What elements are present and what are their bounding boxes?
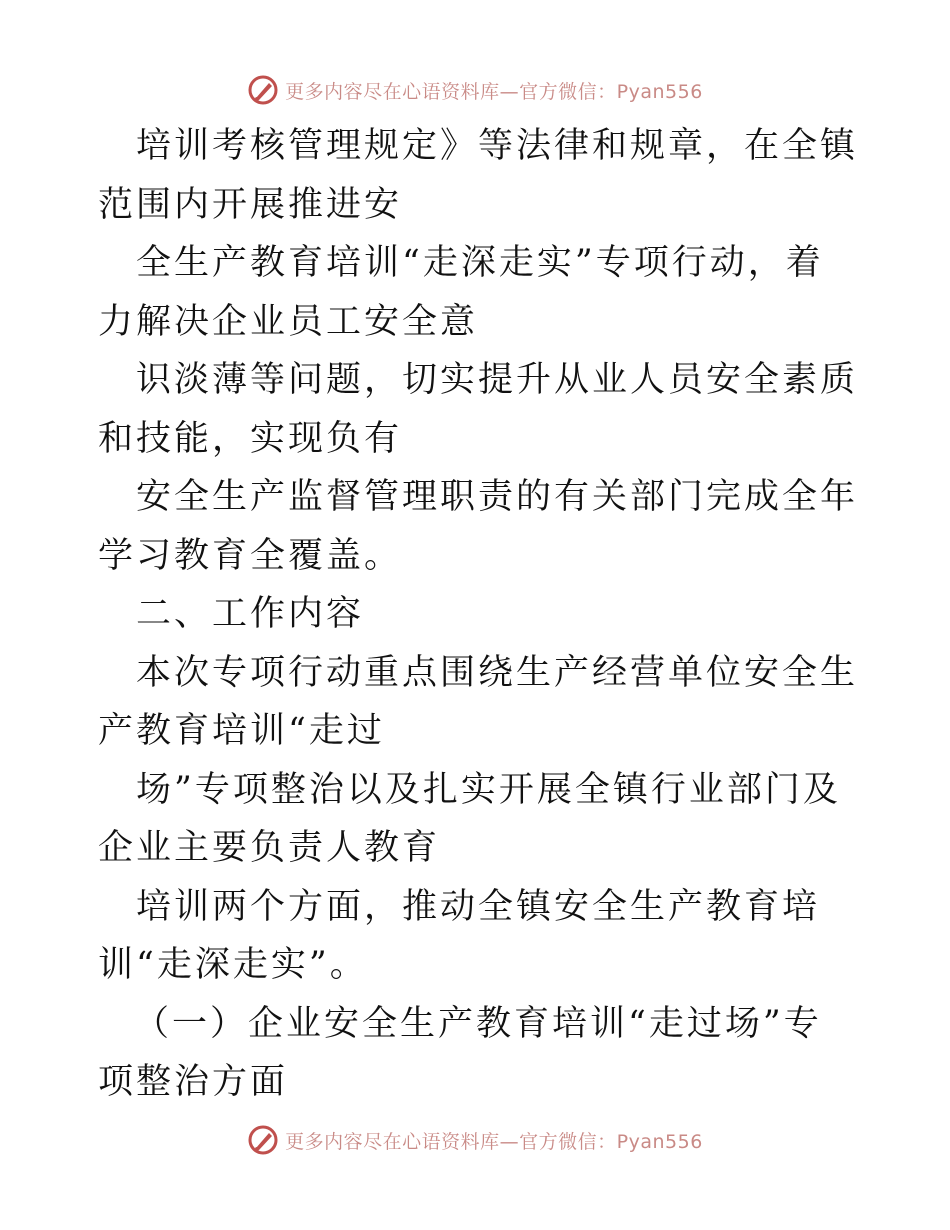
paragraph-7: 培训两个方面，推动全镇安全生产教育培训“走深走实”。 [98,886,821,985]
pen-circle-logo-icon [247,1124,279,1156]
paragraph-1: 培训考核管理规定》等法律和规章，在全镇范围内开展推进安 [98,126,859,225]
pen-circle-logo-icon [247,74,279,106]
document-body [98,117,858,1112]
watermark-text: 更多内容尽在心语资料库—官方微信：Pyan556 [285,80,703,103]
paragraph-4: 安全生产监督管理职责的有关部门完成全年学习教育全覆盖。 [98,477,859,576]
paragraph-2: 全生产教育培训“走深走实”专项行动，着力解决企业员工安全意 [98,243,824,342]
section-heading: 二、工作内容 [136,594,365,634]
header-watermark [0,70,950,110]
footer-watermark [0,1120,950,1160]
subsection-heading: （一）企业安全生产教育培训“走过场”专项整治方面 [98,1003,822,1102]
paragraph-6: 场”专项整治以及扎实开展全镇行业部门及企业主要负责人教育 [98,769,841,868]
paragraph-5: 本次专项行动重点围绕生产经营单位安全生产教育培训“走过 [98,652,859,751]
paragraph-3: 识淡薄等问题，切实提升从业人员安全素质和技能，实现负有 [98,360,859,459]
watermark-text: 更多内容尽在心语资料库—官方微信：Pyan556 [285,1130,703,1153]
